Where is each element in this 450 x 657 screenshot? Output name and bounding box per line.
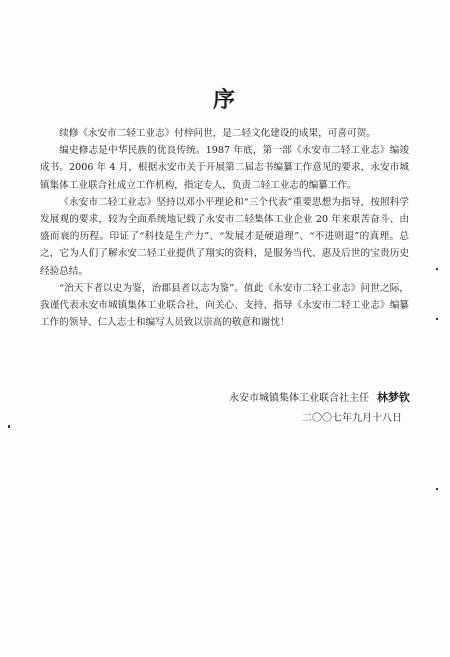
paragraph-3: 《永安市二轻工业志》坚持以邓小平理论和“三个代表”重要思想为指导，按照科学发展观的要求，较为全面系统地记载了永安市二轻集体工业企业 20 年来艰苦奋斗、由盛而衰的历程。印证了“科技是生产力”、“发展才是硬道理”、“不进则退”的真理。总之，它为人们了解永安二轻工业提供了翔实的资料，是服务当代、惠及后世的宝贵历史经验总结。 bbox=[40, 196, 409, 277]
scan-speck bbox=[436, 488, 438, 490]
scan-speck bbox=[436, 268, 438, 270]
signature-line bbox=[150, 389, 410, 405]
preface-body bbox=[40, 125, 409, 331]
paragraph-1: 续修《永安市二轻工业志》付梓问世，是二轻文化建设的成果，可喜可贺。 bbox=[59, 128, 376, 139]
page-title: 序 bbox=[212, 87, 237, 113]
signature-date: 二〇〇七年九月十八日 bbox=[302, 413, 402, 424]
paragraph-4: “治天下者以史为鉴，治郡县者以志为鉴”。值此《永安市二轻工业志》问世之际，我谨代表永安市城镇集体工业联合社，向关心、支持、指导《永安市二轻工业志》编纂工作的领导、仁人志士和编写人员致以崇高的敬意和谢忱！ bbox=[40, 282, 409, 329]
signature-organization: 永安市城镇集体工业联合社主任 bbox=[229, 393, 369, 404]
scan-speck bbox=[436, 318, 438, 320]
scan-speck bbox=[8, 425, 10, 428]
paragraph-2: 编史修志是中华民族的优良传统。1987 年底，第一部《永安市二轻工业志》编竣成书。2006 年 4 月，根据永安市关于开展第二届志书编纂工作意见的要求，永安市城镇集体工业联合社成立工作机构，指定专人，负责二轻工业志的编纂工作。 bbox=[40, 145, 409, 191]
signature-name: 林梦钦 bbox=[377, 391, 410, 404]
